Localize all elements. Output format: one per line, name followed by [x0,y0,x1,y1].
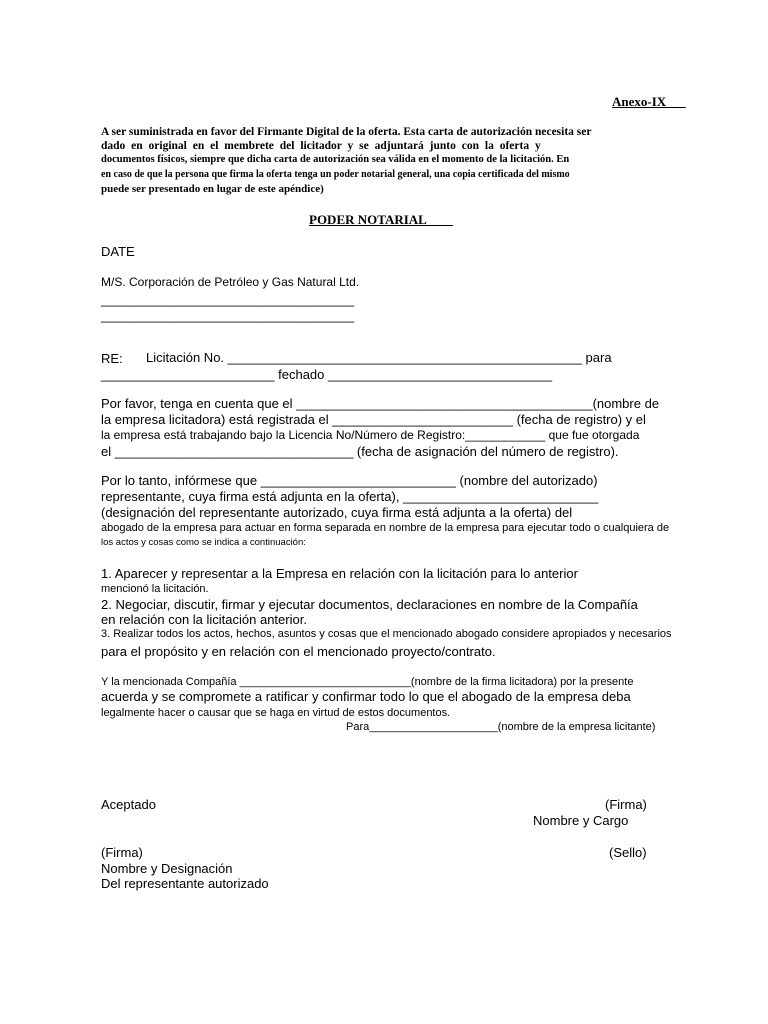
signature-label: (Firma) [101,845,143,860]
paragraph-line: representante, cuya firma está adjunta en la oferta), ___________________________ [101,489,599,504]
paragraph-line: la empresa licitadora) está registrada el _________________________ (fecha de registro) y el [101,412,646,427]
accepted-label: Aceptado [101,797,156,812]
bidder-company-line: Para_____________________(nombre de la empresa licitante) [346,721,656,733]
paragraph-line: abogado de la empresa para actuar en forma separada en nombre de la empresa para ejecutar todo o cualquiera de [101,522,670,534]
instruction-line: dado en original en el membrete del licitador y se adjuntará junto con la oferta y [101,140,541,152]
paragraph-line: legalmente hacer o causar que se haga en virtud de estos documentos. [101,707,451,719]
paragraph-line: Y la mencionada Compañía ____________________________(nombre de la firma licitadora) por la presente [101,676,634,688]
paragraph-line: la empresa está trabajando bajo la Licencia No/Número de Registro:____________ que fue otorgada [101,428,640,442]
signature-label: (Firma) [605,797,647,812]
addressee-blank-line: ___________________________________ [101,308,355,323]
re-label: RE: [101,351,123,366]
addressee-blank-line: ___________________________________ [101,292,355,307]
document-title: PODER NOTARIAL____ [309,212,453,227]
list-item: en relación con la licitación anterior. [101,612,307,627]
paragraph-line: Por lo tanto, infórmese que ___________________________ (nombre del autorizado) [101,473,598,488]
list-item: mencionó la licitación. [101,583,209,595]
instruction-line: A ser suministrada en favor del Firmante Digital de la oferta. Esta carta de autorización necesita ser [101,126,592,138]
list-item: 1. Aparecer y representar a la Empresa en relación con la licitación para lo anterior [101,566,578,581]
date-label: DATE [101,244,135,259]
list-item: 3. Realizar todos los actos, hechos, asuntos y cosas que el mencionado abogado considere apropiados y necesarios [101,628,672,640]
list-item: 2. Negociar, discutir, firmar y ejecutar documentos, declaraciones en nombre de la Compañía [101,597,638,612]
addressee-name: M/S. Corporación de Petróleo y Gas Natural Ltd. [101,275,360,289]
paragraph-line: Por favor, tenga en cuenta que el _________________________________________(nombre de [101,396,660,411]
name-title-label: Nombre y Cargo [533,813,629,828]
seal-label: (Sello) [609,845,647,860]
annex-label: Anexo-IX___ [612,94,686,109]
list-item: para el propósito y en relación con el mencionado proyecto/contrato. [101,644,496,659]
tender-date-line: ________________________ fechado _______________________________ [101,367,553,382]
instruction-line: en caso de que la persona que firma la oferta tenga un poder notarial general, una copia certificada del mismo [101,169,570,180]
authorized-representative-label: Del representante autorizado [101,876,269,891]
instruction-line: puede ser presentado en lugar de este apéndice) [101,183,324,195]
tender-number-line: Licitación No. _________________________________________________ para [146,350,612,365]
instruction-line: documentos físicos, siempre que dicha carta de autorización sea válida en el momento de la licitación. En [101,154,570,165]
paragraph-line: el _________________________________ (fecha de asignación del número de registro). [101,444,619,459]
paragraph-line: (designación del representante autorizado, cuya firma está adjunta a la oferta) del [101,505,573,520]
paragraph-line: acuerda y se compromete a ratificar y confirmar todo lo que el abogado de la empresa deba [101,689,631,704]
name-designation-label: Nombre y Designación [101,861,233,876]
paragraph-line: los actos y cosas como se indica a continuación: [101,537,306,548]
